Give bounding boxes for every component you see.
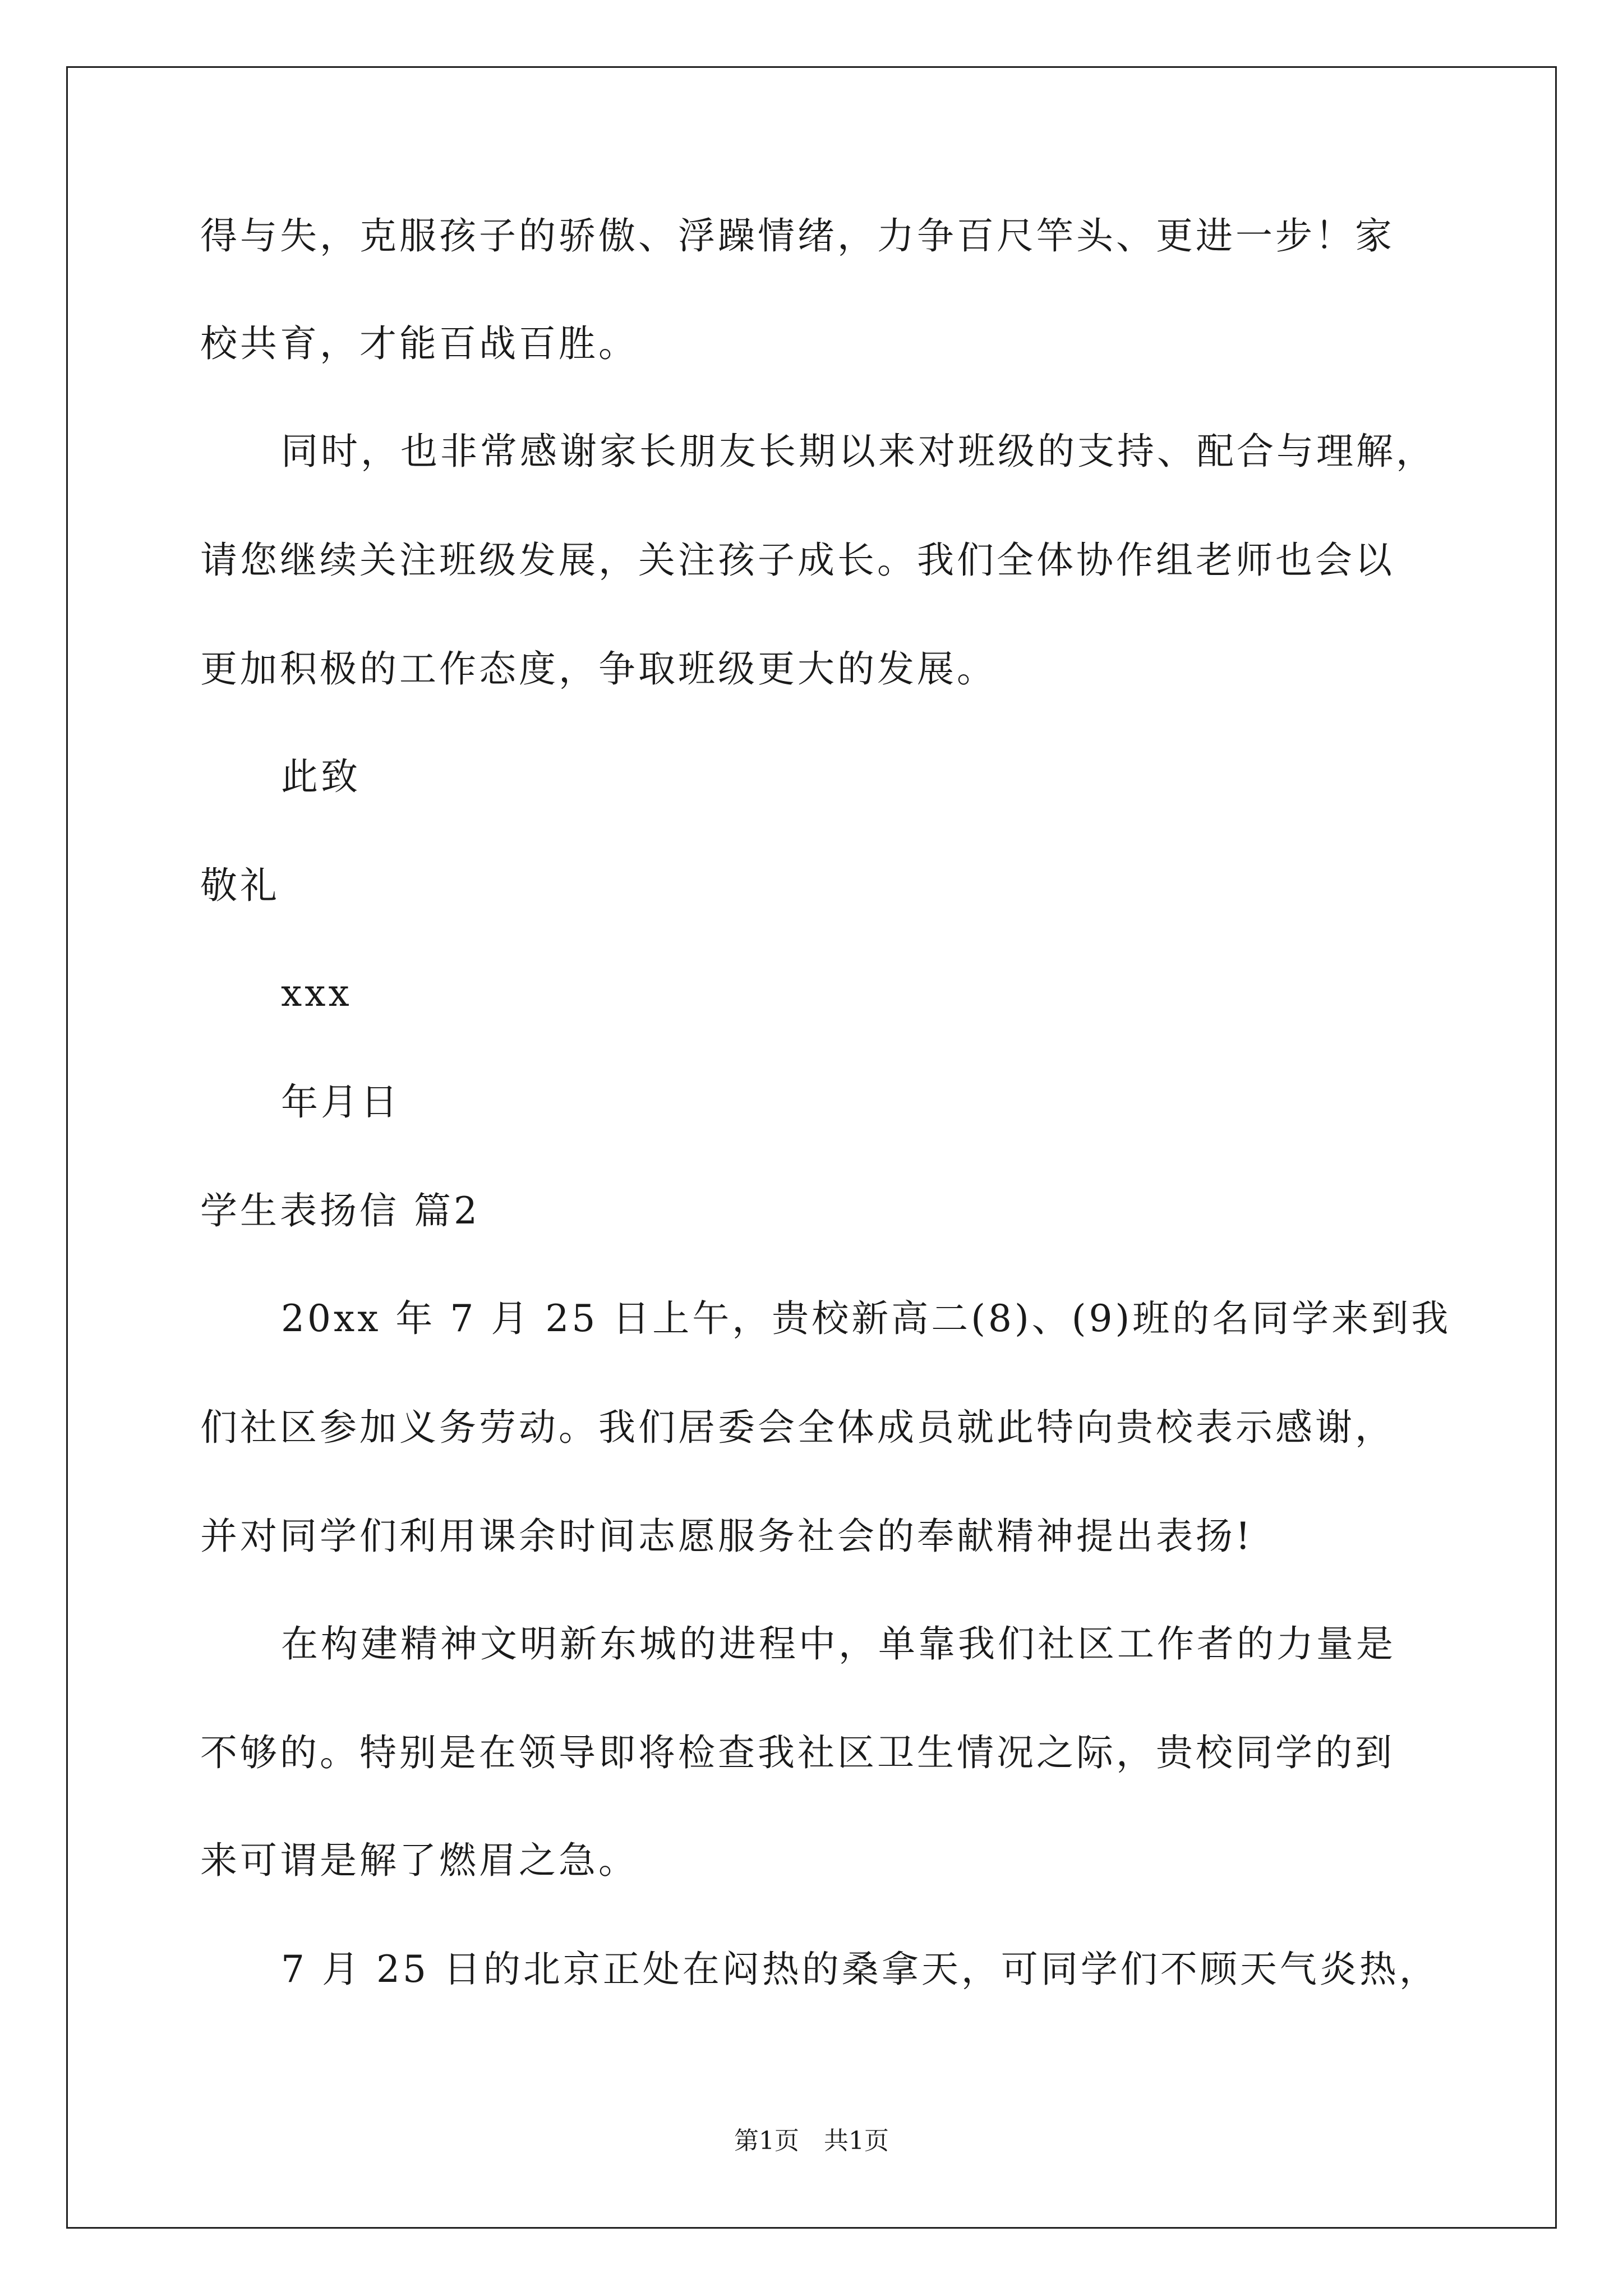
signature-name: xxx [281, 972, 352, 1015]
text-line: 校共育，才能百战百胜。 [200, 322, 638, 365]
text-line: 们社区参加义务劳动。我们居委会全体成员就此特向贵校表示感谢， [200, 1406, 1395, 1449]
salutation-regards: 敬礼 [200, 864, 280, 907]
signature-date: 年月日 [281, 1080, 400, 1124]
text-line: 请您继续关注班级发展，关注孩子成长。我们全体协作组老师也会以 [200, 539, 1395, 582]
paragraph-start: 同时，也非常感谢家长朋友长期以来对班级的支持、配合与理解， [281, 430, 1436, 473]
text-line: 得与失，克服孩子的骄傲、浮躁情绪，力争百尺竿头、更进一步！家 [200, 214, 1395, 257]
page-footer: 第1页 共1页 [734, 2127, 889, 2155]
text-line: 更加积极的工作态度，争取班级更大的发展。 [200, 647, 997, 691]
text-line: 不够的。特别是在领导即将检查我社区卫生情况之际，贵校同学的到 [200, 1731, 1395, 1774]
paragraph-start: 7 月 25 日的北京正处在闷热的桑拿天，可同学们不顾天气炎热， [281, 1948, 1439, 1991]
paragraph-start: 在构建精神文明新东城的进程中，单靠我们社区工作者的力量是 [281, 1622, 1396, 1665]
text-line: 并对同学们利用课余时间志愿服务社会的奉献精神提出表扬! [200, 1515, 1253, 1558]
section-heading: 学生表扬信 篇2 [200, 1189, 480, 1232]
page-border [66, 66, 1557, 2229]
salutation-closing: 此致 [281, 755, 361, 798]
text-line: 来可谓是解了燃眉之急。 [200, 1839, 638, 1882]
paragraph-start: 20xx 年 7 月 25 日上午，贵校新高二(8)、(9)班的名同学来到我 [281, 1297, 1451, 1340]
